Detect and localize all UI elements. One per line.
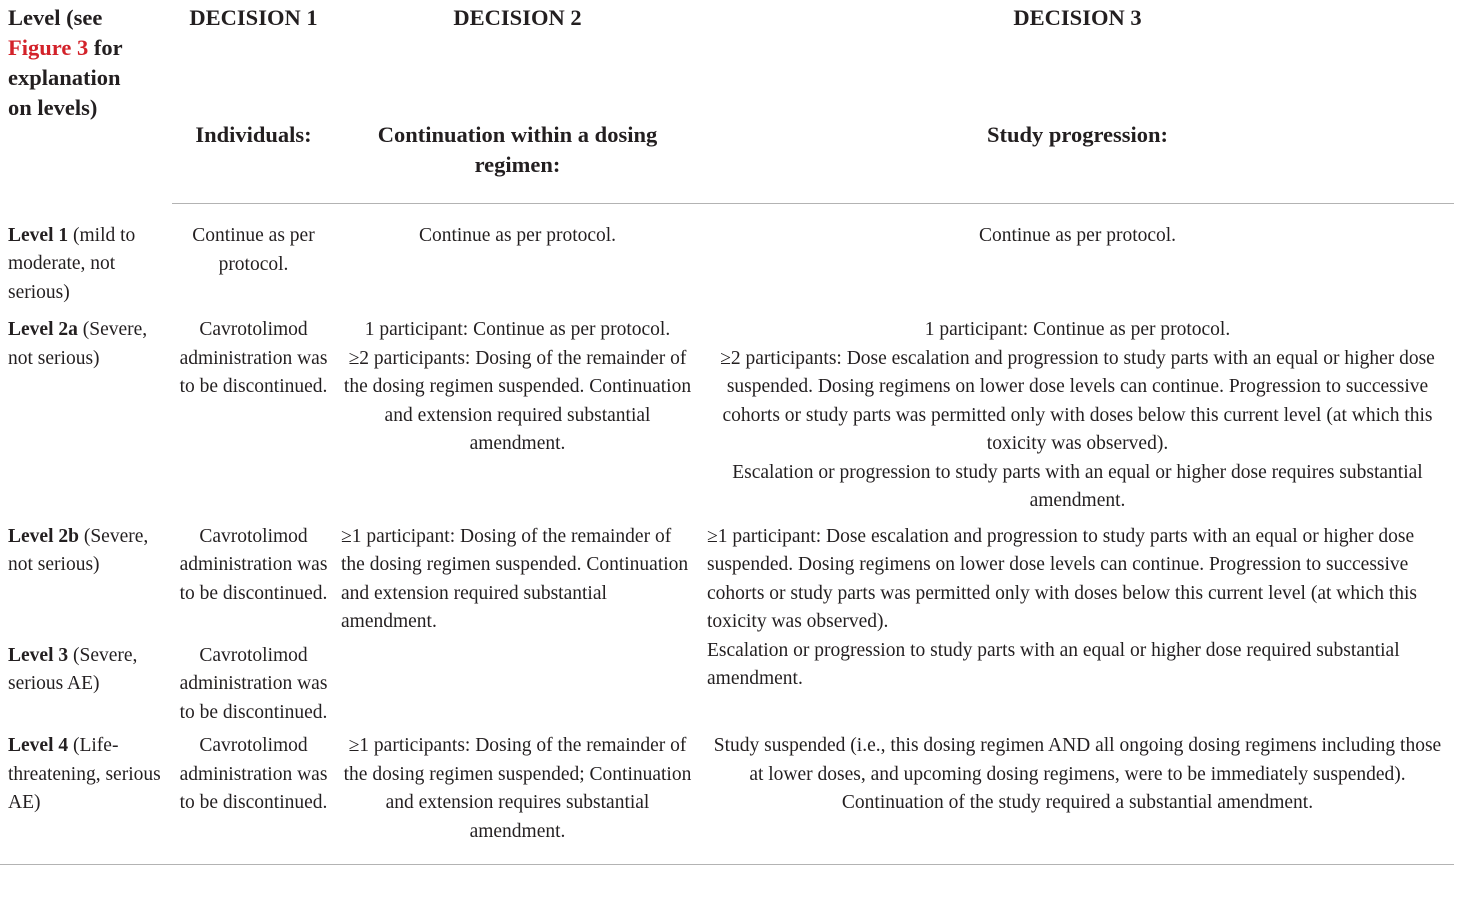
- level-cell: [0, 637, 172, 728]
- table-row-level-2a: [0, 307, 1454, 516]
- level-description: (Life-threatening, serious AE): [8, 735, 161, 813]
- level-description: (Severe, serious AE): [8, 644, 138, 694]
- decision2-subtitle: Continuation within a dosing regimen:: [334, 120, 700, 204]
- level-label: Level 1: [8, 224, 69, 246]
- decision2-cell: Continue as per protocol.: [418, 225, 617, 246]
- table-row-level-2b: [0, 516, 1454, 637]
- decision1-subtitle: Individuals:: [172, 120, 334, 204]
- level-cell: [0, 307, 172, 516]
- level-cell: [0, 727, 172, 865]
- level-header-line3: explanation: [8, 65, 121, 90]
- decision2-cell: ≥1 participant: Dosing of the remainder of the dosing regimen suspended. Continuation and extension required substantial amendment.: [341, 525, 689, 632]
- decision3-part-b: ≥2 participants: Dose escalation and progression to study parts with an equal or higher dose suspended. Dosing regimens on lower dose levels can continue. Progression to successive cohorts or study parts was permitted only with doses below this current level (at which this toxicity was observed).: [720, 347, 1435, 454]
- decision1-title: DECISION 1: [189, 5, 318, 30]
- level-label: Level 2b: [8, 525, 79, 547]
- level-cell: [0, 204, 172, 308]
- level-header-line1: Level (see: [8, 5, 103, 30]
- level-description: (Severe, not serious): [8, 319, 148, 369]
- decision1-cell: Cavrotolimod administration was to be discontinued.: [179, 319, 328, 397]
- decision1-cell: Cavrotolimod administration was to be discontinued.: [172, 727, 334, 865]
- decision3-cell: Continue as per protocol.: [978, 225, 1177, 246]
- decision3-cell: [700, 516, 1454, 728]
- header-row-subtitles: [0, 120, 1454, 204]
- level-label: Level 2a: [8, 319, 78, 340]
- table-row-level-4: [0, 727, 1454, 865]
- decision2-title: DECISION 2: [453, 5, 582, 30]
- header-row-titles: [0, 0, 1454, 120]
- decision2-cell-empty: [334, 637, 700, 728]
- level-label: Level 3: [8, 644, 69, 666]
- decision2-part-b: ≥2 participants: Dosing of the remainder of the dosing regimen suspended. Continuation and extension required substantial amendment.: [343, 347, 692, 454]
- figure-3-link[interactable]: Figure 3: [8, 35, 89, 60]
- decision3-part-b: Escalation or progression to study parts with an equal or higher dose required substantial amendment.: [707, 639, 1400, 689]
- level-description: (Severe, not serious): [8, 525, 149, 575]
- level-cell: [0, 516, 172, 637]
- decision1-cell: Cavrotolimod administration was to be discontinued.: [179, 525, 328, 604]
- decision3-subtitle: Study progression:: [700, 120, 1454, 204]
- level-header-line2: [8, 33, 166, 63]
- level-header-for: for: [93, 35, 123, 60]
- decision2-part-a: 1 participant: Continue as per protocol.: [364, 319, 671, 340]
- level-column-header: [0, 0, 172, 204]
- decision3-part-a: 1 participant: Continue as per protocol.: [924, 319, 1231, 340]
- table-row-level-1: [0, 204, 1454, 308]
- decision1-cell: Continue as per protocol.: [192, 225, 315, 275]
- level-description: (mild to moderate, not serious): [8, 224, 136, 303]
- decision3-part-a: Study suspended (i.e., this dosing regimen AND all ongoing dosing regimens including those at lower doses, and upcoming dosing regimens, were to be immediately suspended).: [713, 735, 1442, 785]
- decision1-cell: Cavrotolimod administration was to be discontinued.: [179, 644, 328, 723]
- decision3-cell: [700, 307, 1454, 516]
- decision3-part-c: Escalation or progression to study parts with an equal or higher dose requires substantial amendment.: [732, 461, 1423, 511]
- decision3-part-a: ≥1 participant: Dose escalation and progression to study parts with an equal or higher dose suspended. Dosing regimens on lower dose levels can continue. Progression to successive cohorts or study parts was permitted only with doses below this current level (at which this toxicity was observed).: [707, 525, 1417, 632]
- decision3-part-b: Continuation of the study required a substantial amendment.: [841, 792, 1314, 813]
- decision2-cell: [334, 307, 700, 516]
- level-header-line4: on levels): [8, 95, 98, 120]
- level-label: Level 4: [8, 735, 69, 756]
- decision3-title: DECISION 3: [1013, 5, 1142, 30]
- decision3-cell: [700, 727, 1454, 865]
- decision2-cell: ≥1 participants: Dosing of the remainder of the dosing regimen suspended; Continuation and extension requires substantial amendment.: [334, 727, 700, 865]
